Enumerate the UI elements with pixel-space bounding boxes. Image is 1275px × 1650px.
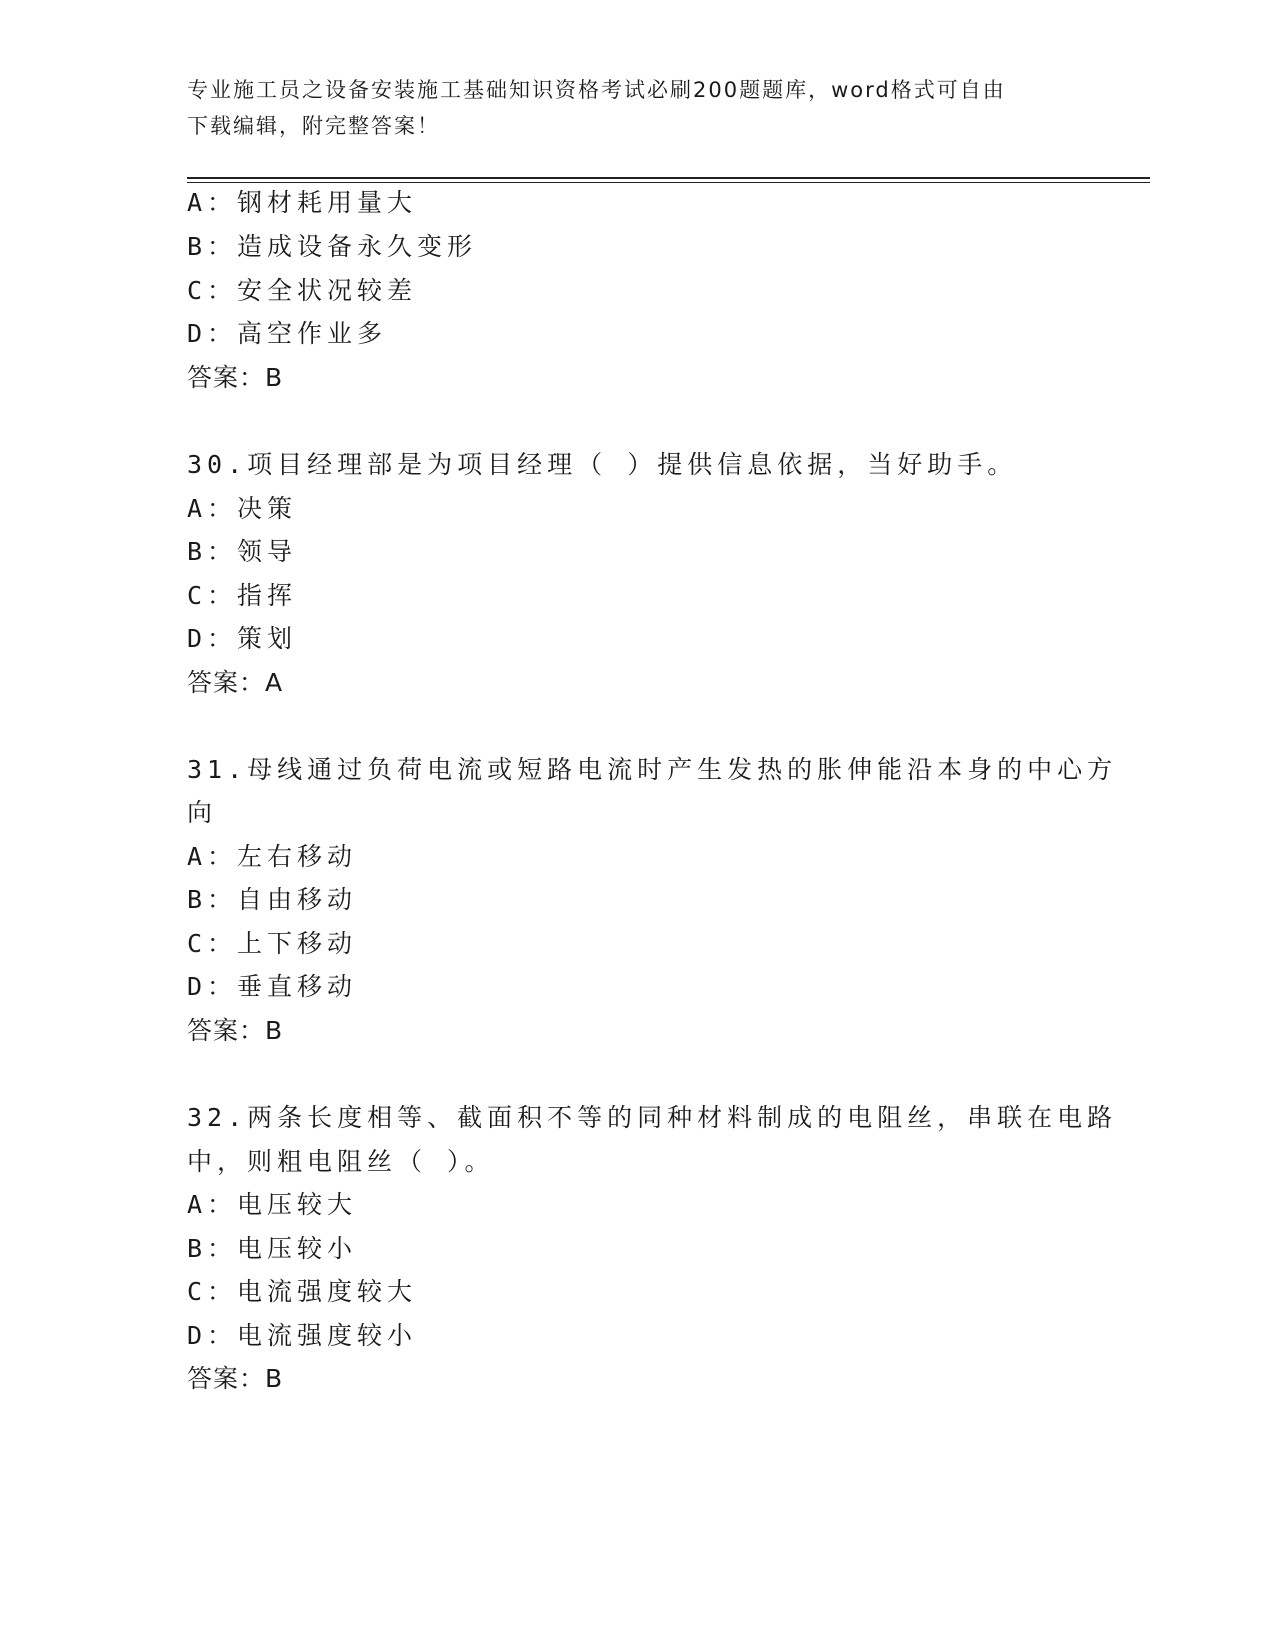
q30-option-d: D：策划: [187, 624, 298, 653]
q32-option-a: A：电压较大: [187, 1190, 358, 1219]
header-title-line2: 下载编辑，附完整答案！: [187, 114, 440, 138]
q29-option-b: B：造成设备永久变形: [187, 232, 478, 261]
q29-option-c: C：安全状况较差: [187, 276, 418, 305]
q32-option-c: C：电流强度较大: [187, 1277, 418, 1306]
document-header: [187, 72, 1087, 144]
q31-option-a: A：左右移动: [187, 842, 358, 871]
q31-stem-line2: 向: [187, 798, 218, 827]
q29-option-d: D：高空作业多: [187, 319, 388, 348]
q32-answer: 答案：B: [187, 1364, 284, 1393]
q32-option-d: D：电流强度较小: [187, 1321, 418, 1350]
header-divider-thin: [187, 182, 1150, 183]
q30-option-b: B：领导: [187, 537, 298, 566]
q31-option-d: D：垂直移动: [187, 972, 358, 1001]
q29-option-a: A：钢材耗用量大: [187, 188, 418, 217]
q31-stem-line1: 31.母线通过负荷电流或短路电流时产生发热的胀伸能沿本身的中心方: [187, 755, 1118, 784]
q31-answer: 答案：B: [187, 1016, 284, 1045]
header-title-line1: 专业施工员之设备安装施工基础知识资格考试必刷200题题库，word格式可自由: [187, 78, 1006, 102]
header-divider: [187, 177, 1150, 179]
q32-stem-line2: 中，则粗电阻丝（ ）。: [187, 1147, 495, 1176]
q30-option-a: A：决策: [187, 494, 298, 523]
q30-stem: 30.项目经理部是为项目经理（ ）提供信息依据，当好助手。: [187, 450, 1018, 479]
q29-answer: 答案：B: [187, 363, 284, 392]
q32-stem-line1: 32.两条长度相等、截面积不等的同种材料制成的电阻丝，串联在电路: [187, 1103, 1118, 1132]
q32-option-b: B：电压较小: [187, 1234, 358, 1263]
q30-option-c: C：指挥: [187, 581, 298, 610]
q31-option-b: B：自由移动: [187, 885, 358, 914]
q31-option-c: C：上下移动: [187, 929, 358, 958]
q30-answer: 答案：A: [187, 668, 284, 697]
